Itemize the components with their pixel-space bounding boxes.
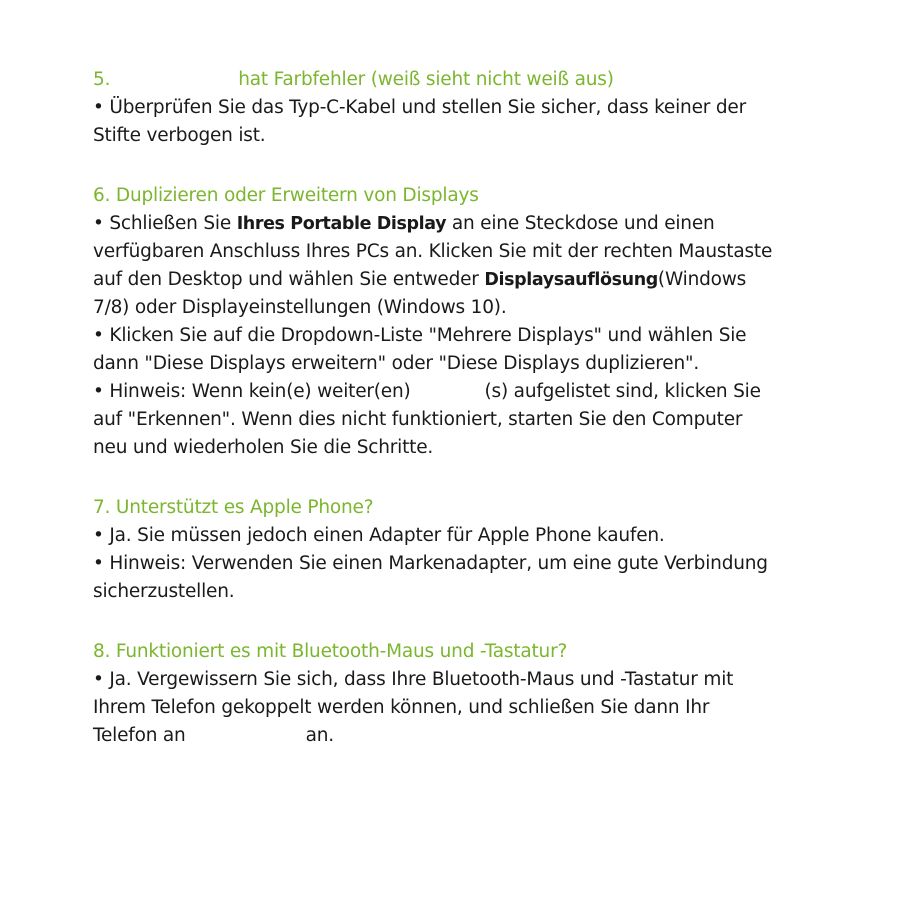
body-line: • Ja. Vergewissern Sie sich, dass Ihre Bluetooth-Maus und -Tastatur mit bbox=[93, 669, 734, 690]
product-name: Ihres Portable Display bbox=[236, 214, 447, 234]
body-line: neu und wiederholen Sie die Schritte. bbox=[93, 437, 434, 458]
section-heading: 8. Funktioniert es mit Bluetooth-Maus und -Tastatur? bbox=[93, 641, 568, 662]
faq-section-8 bbox=[93, 638, 823, 750]
body-line: verfügbaren Anschluss Ihres PCs an. Klicken Sie mit der rechten Maustaste bbox=[93, 241, 773, 262]
document-body bbox=[93, 66, 823, 750]
body-line: • Schließen Sie Ihres Portable Display an eine Steckdose und einen bbox=[93, 213, 715, 234]
body-line: auf den Desktop und wählen Sie entweder Displaysauflösung(Windows bbox=[93, 269, 747, 290]
body-line: auf "Erkennen". Wenn dies nicht funktioniert, starten Sie den Computer bbox=[93, 409, 743, 430]
body-line: Stifte verbogen ist. bbox=[93, 125, 266, 146]
body-line: sicherzustellen. bbox=[93, 581, 235, 602]
body-line: • Ja. Sie müssen jedoch einen Adapter für Apple Phone kaufen. bbox=[93, 525, 665, 546]
section-heading bbox=[93, 66, 823, 94]
body-line: • Klicken Sie auf die Dropdown-Liste "Mehrere Displays" und wählen Sie bbox=[93, 325, 747, 346]
body-line: 7/8) oder Displayeinstellungen (Windows 10). bbox=[93, 297, 507, 318]
section-heading: 6. Duplizieren oder Erweitern von Displays bbox=[93, 185, 479, 206]
body-line: • Überprüfen Sie das Typ-C-Kabel und stellen Sie sicher, dass keiner der bbox=[93, 97, 746, 118]
heading-text: hat Farbfehler (weiß sieht nicht weiß aus) bbox=[238, 69, 614, 90]
body-line: Ihrem Telefon gekoppelt werden können, und schließen Sie dann Ihr bbox=[93, 697, 710, 718]
faq-section-7 bbox=[93, 494, 823, 606]
heading-number: 5. bbox=[93, 69, 111, 90]
faq-section-5 bbox=[93, 66, 823, 150]
body-line: • Hinweis: Verwenden Sie einen Markenadapter, um eine gute Verbindung bbox=[93, 553, 768, 574]
body-line: Telefon an an. bbox=[93, 725, 334, 746]
faq-section-6 bbox=[93, 182, 823, 462]
body-line: • Hinweis: Wenn kein(e) weiter(en) (s) aufgelistet sind, klicken Sie bbox=[93, 381, 761, 402]
section-heading: 7. Unterstützt es Apple Phone? bbox=[93, 497, 374, 518]
menu-term: Displaysauflösung bbox=[484, 270, 658, 290]
body-line: dann "Diese Displays erweitern" oder "Diese Displays duplizieren". bbox=[93, 353, 700, 374]
